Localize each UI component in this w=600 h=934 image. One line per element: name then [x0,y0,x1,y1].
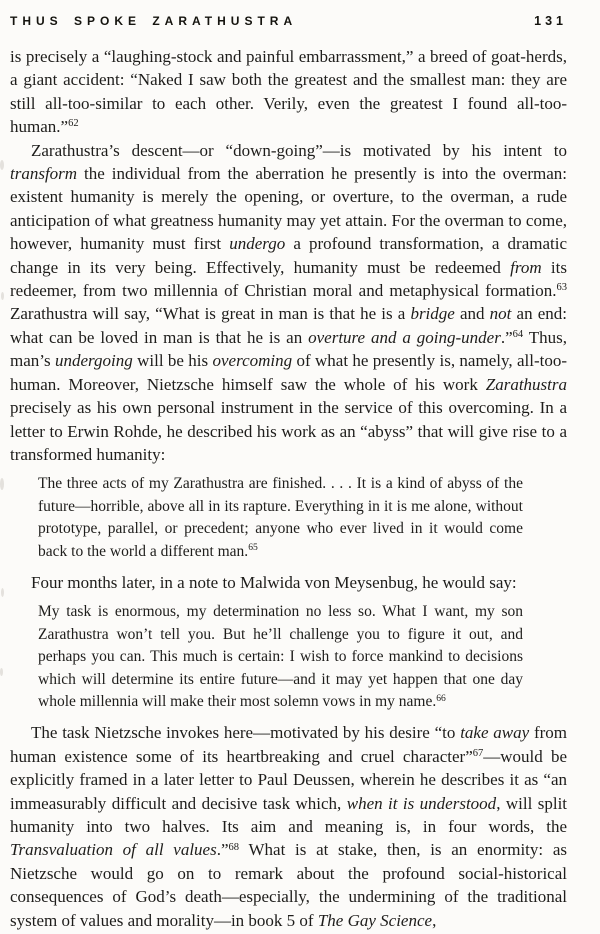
text-run: an end: what can be loved in man is that he is an [10,304,568,347]
page-number: 131 [534,14,567,28]
paragraph [10,571,567,594]
italic-text: transform [10,164,78,184]
italic-text: overture and a going-under [308,327,501,347]
text-run: Zarathustra will say, “What is great in man is that he is a [10,304,411,324]
page-body [10,45,567,932]
text-run: from human existence some of its heartbreaking and cruel character” [10,723,567,766]
footnote-ref: 62 [68,118,79,130]
footnote-ref: 66 [436,692,446,704]
text-run: precisely as his own personal instrument in the service of this overcoming. In a letter to Erwin Rohde, he described his work as an “abyss” that will give rise to a transformed humanity: [10,398,567,464]
scan-smudge [1,588,4,597]
italic-text: undergo [229,234,286,254]
paragraph [10,45,567,139]
paragraph [10,721,567,932]
footnote-ref: 63 [556,282,567,294]
footnote-ref: 64 [512,329,524,341]
italic-text: overcoming [212,351,293,371]
footnote-ref: 68 [228,841,240,853]
scan-smudge [0,160,4,170]
text-run: , will split humanity into two halves. Its aim and meaning is, in four words, the [10,793,568,836]
text-run: the individual from the aberration he presently is into the overman: existent humanity is merely the opening, or overture, to the overman, a rude anticipation of what greatness humanity may yet attain. For the overman to come, however, humanity must first [10,164,567,254]
footnote-ref: 67 [472,747,484,759]
text-run: .” [216,840,229,860]
italic-text: from [510,257,542,277]
italic-text: Transvaluation of all values [10,840,217,860]
italic-text: undergoing [54,351,133,371]
italic-text: when it is understood [346,793,497,813]
footnote-ref: 65 [248,542,258,554]
text-run: will be his [132,351,213,371]
text-run: My task is enormous, my determination no less so. What I want, my son Zarathustra won’t tell you. But he’ll challenge you to figure it out, and perhaps you can. This much is certain: I wish to force mankind to decisions which will determine its entire future—and it may yet happen that one day whole millennia will make their most solemn vows in my name. [38,603,523,710]
running-title: THUS SPOKE ZARATHUSTRA [10,14,298,28]
text-run: —would be explicitly framed in a later letter to Paul Deussen, wherein he describes it as “an immeasurably difficult and decisive task which, [10,746,567,813]
text-run: is precisely a “laughing-stock and painful embarrassment,” a breed of goat-herds, a giant accident: “Naked I saw both the greatest and the smallest man: they are still all-too-similar to each other. Verily, even the greatest I found all-too-human.” [10,47,567,137]
text-run: a profound transformation, a dramatic change in its very being. Effectively, humanity must be redeemed [10,234,567,277]
text-run: its redeemer, from two millennia of Christian moral and metaphysical formation. [10,257,567,301]
scan-smudge [1,292,4,300]
text-run: .” [500,327,513,347]
italic-text: not [489,304,512,324]
text-run: Four months later, in a note to Malwida von Meysenbug, he would say: [31,572,517,592]
paragraph [10,139,567,467]
text-run: The three acts of my Zarathustra are finished. . . . It is a kind of abyss of the future—horrible, above all in its rapture. Everything in it is me alone, without prototype, parallel, or precedent; anyone who ever lived in it would come back to the world a different man. [38,475,523,560]
text-run: , [432,910,437,930]
italic-text: The Gay Science [317,910,433,930]
italic-text: Zarathustra [485,374,567,394]
text-run: Thus, man’s [10,327,567,371]
italic-text: bridge [410,304,455,324]
text-run: of what he presently is, namely, all-too-human. Moreover, Nietzsche himself saw the whole of his work [10,351,567,394]
text-run: What is at stake, then, is an enormity: as Nietzsche would go on to remark about the profound social-historical consequences of God’s death—especially, the undermining of the traditional system of values and morality—in book 5 of [10,840,567,930]
scan-smudge [0,478,4,490]
italic-text: take away [460,723,530,743]
block-quote [38,601,523,713]
text-run: and [454,304,490,324]
running-head [10,14,567,28]
text-run: The task Nietzsche invokes here—motivated by his desire “to [31,723,461,743]
block-quote [38,473,523,563]
text-run: Zarathustra’s descent—or “down-going”—is motivated by his intent to [31,140,567,160]
scan-smudge [0,668,3,676]
